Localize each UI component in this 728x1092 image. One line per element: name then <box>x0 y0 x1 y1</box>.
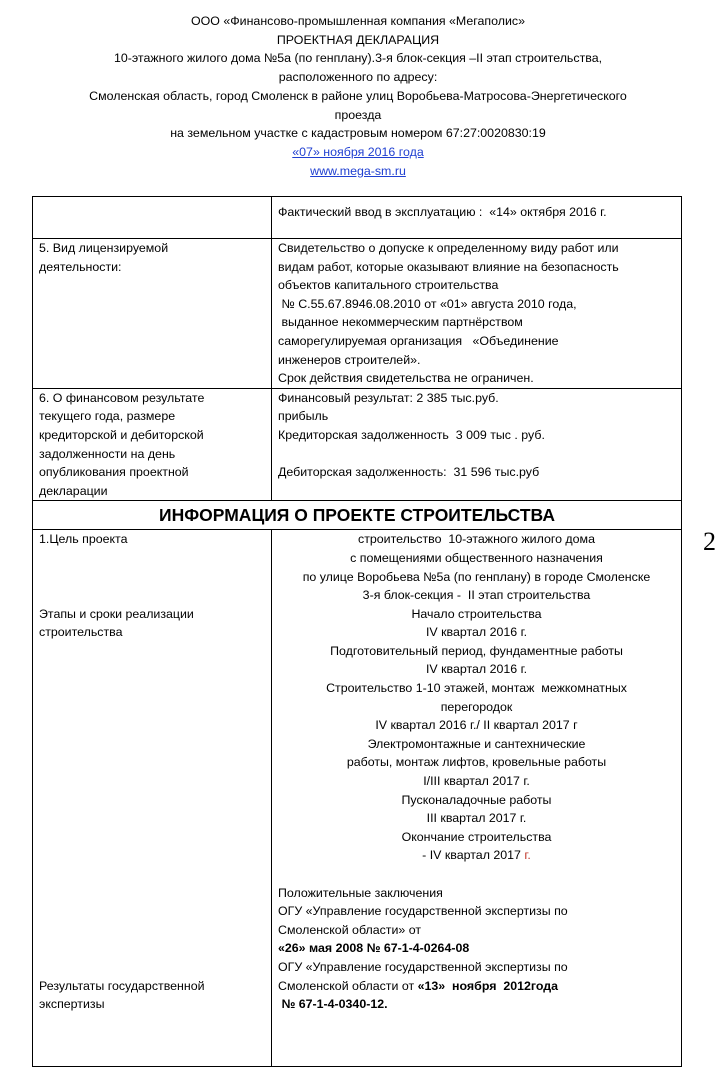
conclusions-title: Положительные заключения <box>278 885 443 900</box>
conclusion-2-number: № 67-1-4-0340-12. <box>278 997 388 1012</box>
project-goal-label: 1.Цель проекта <box>39 532 128 547</box>
table-row <box>33 239 682 389</box>
company-name: ООО «Финансово-промышленная компания «Мегаполис» <box>191 14 525 28</box>
project-end-text: - IV квартал 2017 <box>422 848 525 863</box>
project-details-cell <box>272 530 682 1067</box>
document-title: ПРОЕКТНАЯ ДЕКЛАРАЦИЯ <box>276 32 440 47</box>
section-title: ИНФОРМАЦИЯ О ПРОЕКТЕ СТРОИТЕЛЬСТВА <box>33 501 682 530</box>
cadastral-number: на земельном участке с кадастровым номером 67:27:0020830:19 <box>170 126 546 141</box>
table-row <box>33 501 682 530</box>
project-stages-schedule: строительство 10-этажного жилого дома с помещениями общественного назначения по улице Воробьева №5а (по генплану) в городе Смоленске 3-я блок-секция - II этап строительства Начало строительства IV квартал 2016 г. Подготовительный период, фундаментные работы IV квартал 2016 г. Строительство 1-10 этажей, монтаж межкомнатных перегородок IV квартал 2016 г./ II квартал 2017 г Электромонтажные и сантехнические работы, монтаж лифтов, кровельные работы I/III квартал 2017 г. Пусконаладочные работы III квартал 2017 г. Окончание строительства <box>302 532 651 844</box>
document-header <box>40 12 676 180</box>
expertise-results-label: Результаты государственной экспертизы <box>39 978 205 1012</box>
object-description: 10-этажного жилого дома №5а (по генплану).3-я блок-секция –II этап строительства, <box>113 51 603 66</box>
conclusion-1: ОГУ «Управление государственной экспертизы по Смоленской области» от <box>278 904 568 937</box>
row1-label <box>33 197 272 239</box>
conclusion-2-date: «13» ноября 2012года <box>417 978 559 993</box>
financial-result-label: 6. О финансовом результате текущего года, размере кредиторской и дебиторской задолженности на день опубликования проектной декларации <box>33 388 272 501</box>
location-label: расположенного по адресу: <box>278 70 438 85</box>
conclusion-2 <box>278 958 675 995</box>
page-number: 2 <box>703 527 716 556</box>
table-row <box>33 530 682 1067</box>
declaration-table <box>32 196 682 1067</box>
conclusion-1-number: «26» мая 2008 № 67-1-4-0264-08 <box>278 941 470 956</box>
date-link[interactable]: «07» ноября 2016 года <box>292 144 424 159</box>
table-row <box>33 388 682 501</box>
table-row <box>33 197 682 239</box>
project-end-date <box>278 846 675 865</box>
commissioning-date: Фактический ввод в эксплуатацию : «14» октября 2016 г. <box>272 197 682 239</box>
licensed-activity-label: 5. Вид лицензируемой деятельности: <box>33 239 272 389</box>
address-line-cont: проезда <box>334 107 382 122</box>
financial-result-values: Финансовый результат: 2 385 тыс.руб. прибыль Кредиторская задолженность 3 009 тыс . руб. Дебиторская задолженность: 31 596 тыс.руб <box>272 388 682 501</box>
project-end-suffix: г. <box>524 848 531 863</box>
address-line: Смоленская область, город Смоленск в районе улиц Воробьева-Матросова-Энергетического <box>89 88 627 103</box>
website-link[interactable]: www.mega-sm.ru <box>310 163 406 178</box>
project-stages-label: Этапы и сроки реализации строительства <box>39 606 194 640</box>
project-labels-cell <box>33 530 272 1067</box>
conclusion-2-text: ОГУ «Управление государственной экспертизы по Смоленской области от <box>278 959 568 993</box>
license-certificate: Свидетельство о допуске к определенному виду работ или видам работ, которые оказывают влияние на безопасность объектов капитального строительства № С.55.67.8946.08.2010 от «01» августа 2010 года, выданное некоммерческим партнёрством саморегулируемая организация «Объединение инженеров строителей». Срок действия свидетельства не ограничен. <box>272 239 682 389</box>
